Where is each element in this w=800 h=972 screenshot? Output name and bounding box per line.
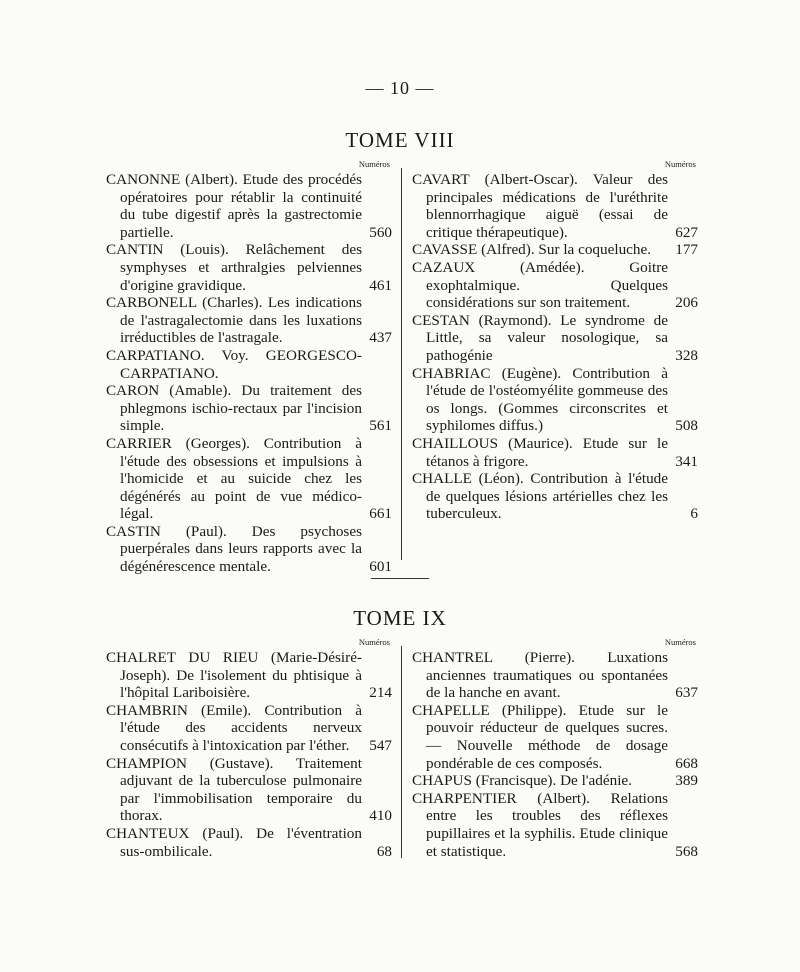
page-number: — 10 — [365, 78, 435, 98]
index-entry: CANONNE (Albert). Etude des procédés opératoires pour rétablir la continuité du tube digestif après la gastrectomie partielle. 560 [106, 171, 392, 241]
index-entry: CHARPENTIER (Albert). Relations entre les troubles des réflexes pupillaires et la syphilis. Etude clinique et statistique. 568 [412, 789, 698, 860]
right-column-tome-viii [412, 160, 698, 523]
index-entry: CARON (Amable). Du traitement des phlegmons ischio-rectaux par l'incision simple. 561 [106, 382, 392, 435]
index-entry: CHALRET DU RIEU (Marie-Désiré-Joseph). De l'isolement du phtisique à l'hôpital Lariboisière. 214 [106, 649, 392, 702]
index-entry: CHAPUS (Francisque). De l'adénie. 389 [412, 772, 698, 790]
column-header-numeros: Numéros [664, 637, 696, 647]
column-header-numeros: Numéros [664, 159, 696, 169]
column-divider [401, 168, 402, 560]
index-entry: CHANTEUX (Paul). De l'éventration sus-ombilicale. 68 [106, 824, 392, 860]
column-header-numeros: Numéros [358, 637, 390, 647]
section-separator [371, 578, 429, 579]
index-entry: CHAMPION (Gustave). Traitement adjuvant de la tuberculose pulmonaire par l'immobilisation temporaire du thorax. 410 [106, 754, 392, 825]
index-entry-cross-reference: CARPATIANO. Voy. GEORGESCO-CARPATIANO. [106, 346, 362, 382]
column-header-numeros: Numéros [358, 159, 390, 169]
index-entry: CAZAUX (Amédée). Goitre exophtalmique. Quelques considérations sur son traitement. 206 [412, 258, 698, 312]
index-entry: CHANTREL (Pierre). Luxations anciennes traumatiques ou spontanées de la hanche en avant. 637 [412, 649, 698, 702]
right-column-tome-ix [412, 638, 698, 860]
index-entry: CHAPELLE (Philippe). Etude sur le pouvoir réducteur de quelques sucres. — Nouvelle méthode de dosage pondérable de ces composés. 668 [412, 701, 698, 772]
section-title-tome-viii: TOME VIII [345, 128, 455, 152]
index-entry: CHAMBRIN (Emile). Contribution à l'étude des accidents nerveux consécutifs à l'intoxication par l'éther. 547 [106, 701, 392, 754]
index-entry: CHAILLOUS (Maurice). Etude sur le tétanos à frigore. 341 [412, 434, 698, 470]
left-column-tome-viii [106, 160, 392, 576]
index-entry: CHABRIAC (Eugène). Contribution à l'étude de l'ostéomyélite gommeuse des os longs. (Gommes circonscrites et syphilomes diffus.) 508 [412, 364, 698, 435]
index-entry: CASTIN (Paul). Des psychoses puerpérales dans leurs rapports avec la dégénérescence mentale. 601 [106, 522, 392, 576]
index-entry: CAVART (Albert-Oscar). Valeur des principales médications de l'uréthrite blennorrhagique aiguë (essai de critique thérapeutique). 627 [412, 171, 698, 241]
column-divider [401, 646, 402, 858]
section-title-tome-ix: TOME IX [353, 606, 447, 630]
index-entry: CAVASSE (Alfred). Sur la coqueluche. 177 [412, 241, 698, 259]
index-entry: CARRIER (Georges). Contribution à l'étude des obsessions et impulsions à l'homicide et au suicide chez les dégénérés au point de vue médico-légal. 661 [106, 434, 392, 523]
left-column-tome-ix [106, 638, 392, 860]
index-entry: CANTIN (Louis). Relâchement des symphyses et arthralgies pelviennes d'origine gravidique. 461 [106, 241, 392, 294]
index-entry: CESTAN (Raymond). Le syndrome de Little, sa valeur nosologique, sa pathogénie 328 [412, 311, 698, 364]
index-entry: CHALLE (Léon). Contribution à l'étude de quelques lésions artérielles chez les tuberculeux. 6 [412, 470, 698, 523]
index-entry: CARBONELL (Charles). Les indications de l'astragalectomie dans les luxations irréductibles de l'astragale. 437 [106, 294, 392, 347]
